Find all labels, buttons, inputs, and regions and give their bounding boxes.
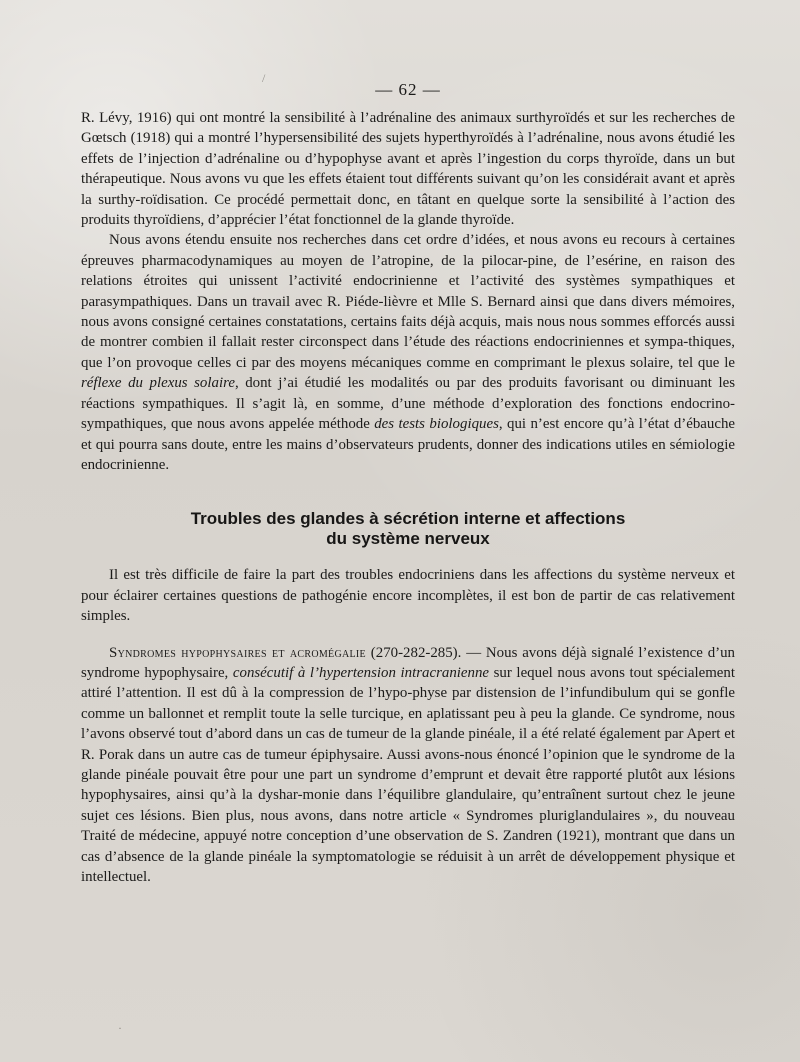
italic-term: consécutif à l’hypertension intracranienne: [232, 664, 490, 681]
subsection-paragraph: [81, 643, 735, 888]
paragraph-text: sur lequel nous avons tout spécialement attiré l’attention. Il est dû à la compression de l’hypo-physe par distension de l’infundibulum qui se gonfle comme un ballonnet et remplit toute la selle turcique, en aplatissant peu à peu la glande. Ce syndrome, nous l’avons observé tout d’abord dans un cas de tumeur de la glande pinéale, il a été relaté également par Apert et R. Porak dans un autre cas de tumeur épiphysaire. Aussi avons-nous énoncé l’opinion que le syndrome de la glande pinéale pouvait être pour une part un syndrome d’emprunt et devait être rapporté plutôt aux lésions hypophysaires, ainsi qu’à la dyshar-monie dans l’équilibre glandulaire, qu’entraînent surtout chez le jeune sujet ces lésions. Bien plus, nous avons, dans notre article « Syndromes pluriglandulaires », du nouveau Traité de médecine, appuyé notre conception d’une observation de S. Zandren (1921), montrant que dans un cas d’absence de la glande pinéale la symptomatologie se réduisit à un arrêt de développement physique et intellectuel.: [81, 664, 735, 885]
paragraph-text: R. Lévy, 1916) qui ont montré la sensibilité à l’adrénaline des animaux surthyroïdés et sur les recherches de Gœtsch (1918) qui a montré l’hypersensibilité des sujets hyperthyroïdés à l’adrénaline, nous avons étudié les effets de l’injection d’adrénaline ou d’hypophyse avant et après l’ingestion du corps thyroïde, dans un but thérapeutique. Nous avons vu que les effets étaient tout différents suivant qu’on les considérait avant et après la surthy-roïdisation. Ce procédé permettait donc, en tâtant en quelque sorte la sensibilité à l’action des produits thyroïdiens, d’apprécier l’état fonctionnel de la glande thyroïde.: [81, 110, 735, 229]
subsection-refs: (270-282-285). —: [365, 644, 486, 661]
paragraph-text: , dont j’ai étudié les modalités ou par des produits favorisant ou diminuant les réactions sympathiques. Il s’agit là, en somme, d’une méthode d’exploration des fonctions endocrino-sympathiques, que nous avons appelée méthode: [81, 375, 735, 433]
subsection-label: Syndromes hypophysaires et acromégalie: [109, 644, 366, 661]
section-title: [81, 509, 735, 549]
paragraph-text: Nous avons étendu ensuite nos recherches dans cet ordre d’idées, et nous avons eu recours à certaines épreuves pharmacodynamiques au moyen de l’atropine, de la pilocar-pine, de l’esérine, en raison des relations étroites qui unissent l’activité endocrinienne et l’activité des systèmes sympathiques et parasympathiques. Dans un travail avec R. Piéde-lièvre et Mlle S. Bernard ainsi que dans divers mémoires, nous avons consigné certaines constatations, certains faits déjà acquis, mais nous nous sommes efforcés aussi de montrer combien il fallait rester circonspect dans l’étude des réactions endocriniennes et sympa-thiques, que l’on provoque celles ci par des moyens mécaniques comme en comprimant le plexus solaire, tel que le: [81, 232, 735, 371]
section-intro: Il est très difficile de faire la part des troubles endocriniens dans les affections du système nerveux et pour éclairer certaines questions de pathogénie encore incomplètes, il est bon de partir de cas relativement simples.: [81, 567, 735, 625]
paragraph-text: , qui n’est encore qu’à l’état d’ébauche et qui pourra sans doute, entre les mains d’observateurs prudents, donner des indications utiles en sémiologie endocrinienne.: [81, 416, 735, 473]
italic-term: des tests biologiques: [374, 416, 499, 433]
section-title-line: Troubles des glandes à sécrétion interne et affections: [190, 509, 626, 529]
opening-paragraph: [81, 108, 735, 230]
section-title-line: du système nerveux: [326, 529, 490, 549]
paragraph-text: Nous avons déjà signalé l’existence d’un syndrome hypophysaire,: [81, 644, 736, 681]
page-speck: /: [262, 71, 266, 85]
research-paragraph: [81, 230, 735, 475]
page-number: — 62 —: [375, 80, 441, 99]
italic-term: réflexe du plexus solaire: [81, 375, 235, 392]
page-speck: ·: [118, 1021, 122, 1035]
document-content: [81, 80, 735, 887]
